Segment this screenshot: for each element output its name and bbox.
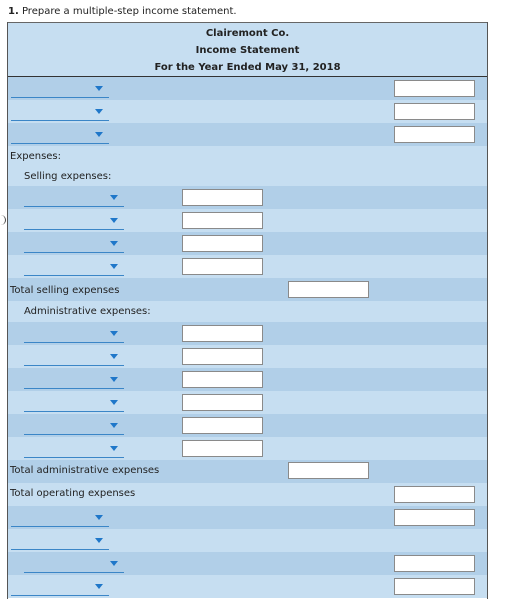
chevron-down-icon (110, 241, 118, 246)
statement-row (8, 345, 487, 368)
amount-input[interactable] (182, 325, 263, 342)
amount-input[interactable] (182, 348, 263, 365)
amount-input[interactable] (182, 394, 263, 411)
question-number: 1. (8, 6, 19, 17)
amount-input[interactable] (394, 578, 475, 595)
chevron-down-icon (95, 515, 103, 520)
amount-input[interactable] (182, 212, 263, 229)
statement-row (8, 391, 487, 414)
administrative-expenses-label: Administrative expenses: (24, 306, 151, 317)
amount-input[interactable] (394, 80, 475, 97)
income-statement-form (7, 22, 488, 599)
amount-input[interactable] (182, 417, 263, 434)
account-dropdown[interactable] (11, 509, 109, 527)
question-text: Prepare a multiple-step income statement. (21, 6, 237, 17)
total-operating-label: Total operating expenses (10, 488, 136, 499)
expenses-label: Expenses: (10, 151, 62, 162)
company-name: Clairemont Co. (205, 28, 290, 39)
statement-row (8, 437, 487, 460)
chevron-down-icon (110, 264, 118, 269)
chevron-down-icon (95, 538, 103, 543)
statement-header (8, 22, 487, 78)
statement-row (8, 414, 487, 437)
account-dropdown[interactable] (11, 578, 109, 596)
statement-row (8, 506, 487, 529)
chevron-down-icon (95, 109, 103, 114)
statement-row (8, 278, 487, 301)
account-dropdown[interactable] (24, 325, 124, 343)
statement-row (8, 209, 487, 232)
amount-input[interactable] (394, 509, 475, 526)
chevron-down-icon (110, 218, 118, 223)
total-administrative-input[interactable] (288, 462, 369, 479)
chevron-down-icon (95, 132, 103, 137)
amount-input[interactable] (394, 555, 475, 572)
chevron-down-icon (110, 561, 118, 566)
chevron-down-icon (95, 86, 103, 91)
chevron-down-icon (110, 400, 118, 405)
account-dropdown[interactable] (24, 212, 124, 230)
account-dropdown[interactable] (24, 189, 124, 207)
account-dropdown[interactable] (24, 258, 124, 276)
statement-row (8, 552, 487, 575)
statement-row (8, 77, 487, 100)
account-dropdown[interactable] (24, 371, 124, 389)
statement-row (8, 322, 487, 345)
selling-expenses-label: Selling expenses: (24, 171, 112, 182)
account-dropdown[interactable] (24, 440, 124, 458)
statement-row (8, 123, 487, 146)
total-operating-input[interactable] (394, 486, 475, 503)
chevron-down-icon (110, 446, 118, 451)
account-dropdown[interactable] (24, 235, 124, 253)
account-dropdown[interactable] (11, 532, 109, 550)
amount-input[interactable] (182, 258, 263, 275)
statement-row (8, 186, 487, 209)
amount-input[interactable] (394, 126, 475, 143)
statement-row (8, 483, 487, 506)
amount-input[interactable] (182, 371, 263, 388)
total-selling-label: Total selling expenses (10, 285, 120, 296)
chevron-down-icon (110, 423, 118, 428)
statement-row (8, 529, 487, 552)
account-dropdown[interactable] (24, 555, 124, 573)
account-dropdown[interactable] (24, 417, 124, 435)
amount-input[interactable] (394, 103, 475, 120)
statement-row (8, 232, 487, 255)
statement-row (8, 575, 487, 598)
statement-row (8, 368, 487, 391)
statement-period: For the Year Ended May 31, 2018 (154, 62, 341, 73)
account-dropdown[interactable] (24, 394, 124, 412)
amount-input[interactable] (182, 235, 263, 252)
statement-title: Income Statement (195, 45, 300, 56)
statement-row (8, 100, 487, 123)
chevron-down-icon (110, 195, 118, 200)
account-dropdown[interactable] (11, 80, 109, 98)
chevron-down-icon (110, 331, 118, 336)
margin-marker (0, 215, 6, 225)
account-dropdown[interactable] (11, 103, 109, 121)
chevron-down-icon (110, 377, 118, 382)
amount-input[interactable] (182, 440, 263, 457)
account-dropdown[interactable] (11, 126, 109, 144)
statement-row (8, 460, 487, 483)
total-administrative-label: Total administrative expenses (10, 465, 160, 476)
account-dropdown[interactable] (24, 348, 124, 366)
amount-input[interactable] (182, 189, 263, 206)
statement-row (8, 255, 487, 278)
total-selling-input[interactable] (288, 281, 369, 298)
chevron-down-icon (110, 354, 118, 359)
chevron-down-icon (95, 584, 103, 589)
statement-row (8, 301, 487, 324)
question-prompt (8, 6, 237, 17)
